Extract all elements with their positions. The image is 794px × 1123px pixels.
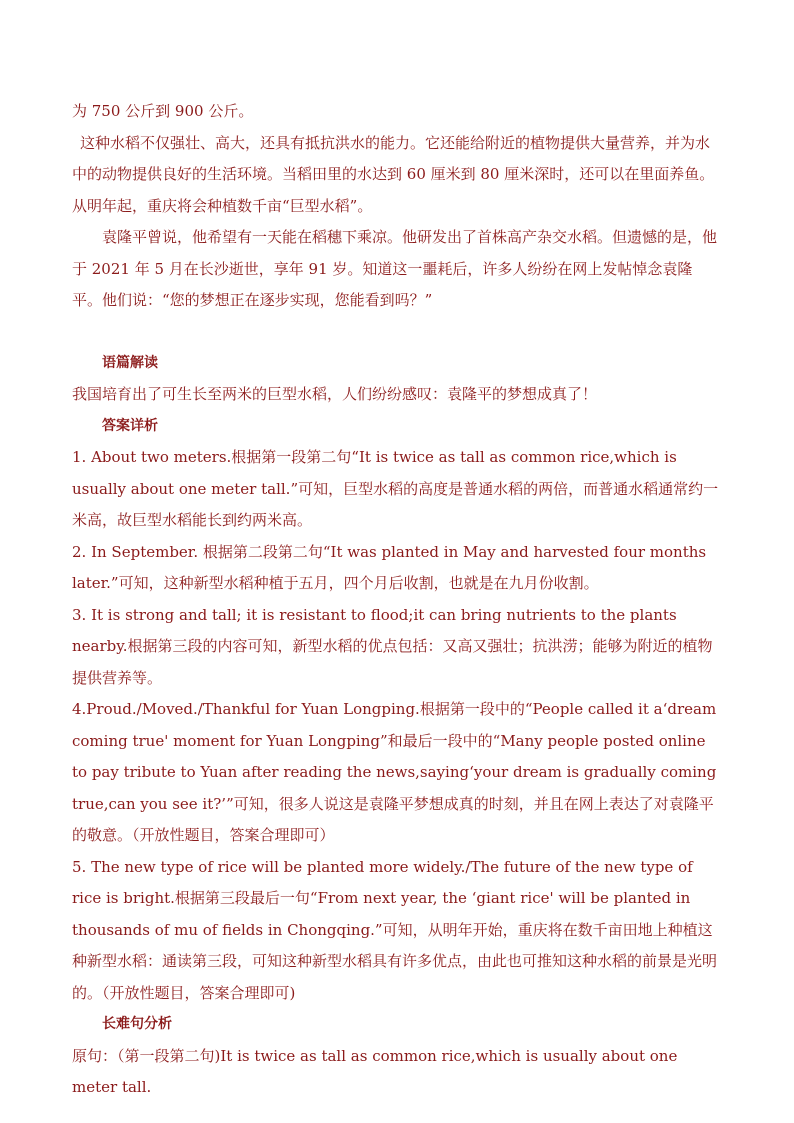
summary-heading: 语篇解读 <box>102 354 158 371</box>
summary-text: 我国培育出了可生长至两米的巨型水稻，人们纷纷感叹：袁隆平的梦想成真了！ <box>72 385 598 403</box>
answer-item-4: 4.Proud./Moved./Thankful for Yuan Longping.根据第一段中的“People called it a‘dream coming true' moment for Yuan Longping”和最后一段中的“Many people posted online to pay tribute to Yuan after reading the news,saying‘your dream is gradually coming true,can you see it?’”可知，很多人说这是袁隆平梦想成真的时刻，并且在网上表达了对袁隆平的敬意。（开放性题目，答案合理即可） <box>72 700 717 844</box>
passage-paragraph-2: 这种水稻不仅强壮、高大，还具有抵抗洪水的能力。它还能给附近的植物提供大量营养，并为水中的动物提供良好的生活环境。当稻田里的水达到 60 厘米到 80 厘米深时，还可以在里面养鱼。从明年起，重庆将会种植数千亩“巨型水稻”。 <box>72 133 715 215</box>
passage-line-1: 为 750 公斤到 900 公斤。 <box>72 102 254 120</box>
analysis-heading: 长难句分析 <box>102 1016 172 1032</box>
analysis-text: 原句：（第一段第二句)It is twice as tall as common rice,which is usually about one meter tall. <box>72 1046 678 1096</box>
spacer <box>72 317 722 348</box>
answers-heading: 答案详析 <box>102 417 158 434</box>
document-page <box>72 96 722 1104</box>
answer-item-5: 5. The new type of rice will be planted more widely./The future of the new type of rice is bright.根据第三段最后一句“From next year, the ‘giant rice' will be planted in thousands of mu of fields in Chongqing.”可知，从明年开始，重庆将在数千亩田地上种植这种新型水稻：通读第三段，可知这种新型水稻具有许多优点，由此也可推知这种水稻的前景是光明的。（开放性题目，答案合理即可) <box>72 857 718 1002</box>
answer-item-2: 2. In September. 根据第二段第二句“It was planted in May and harvested four months later.”可知，这种新型水稻种植于五月，四个月后收割，也就是在九月份收割。 <box>72 542 707 592</box>
answer-item-3: 3. It is strong and tall; it is resistant to flood;it can bring nutrients to the plants nearby.根据第三段的内容可知，新型水稻的优点包括：又高又强壮；抗洪涝；能够为附近的植物提供营养等。 <box>72 605 713 687</box>
passage-paragraph-3: 袁隆平曾说，他希望有一天能在稻穗下乘凉。他研发出了首株高产杂交水稻。但遗憾的是，他于 2021 年 5 月在长沙逝世，享年 91 岁。知道这一噩耗后，许多人纷纷在网上发帖悼念袁隆平。他们说：“您的梦想正在逐步实现，您能看到吗？” <box>72 228 718 309</box>
answer-item-1: 1. About two meters.根据第一段第二句“It is twice as tall as common rice,which is usually about one meter tall.”可知，巨型水稻的高度是普通水稻的两倍，而普通水稻通常约一米高，故巨型水稻能长到约两米高。 <box>72 448 719 529</box>
